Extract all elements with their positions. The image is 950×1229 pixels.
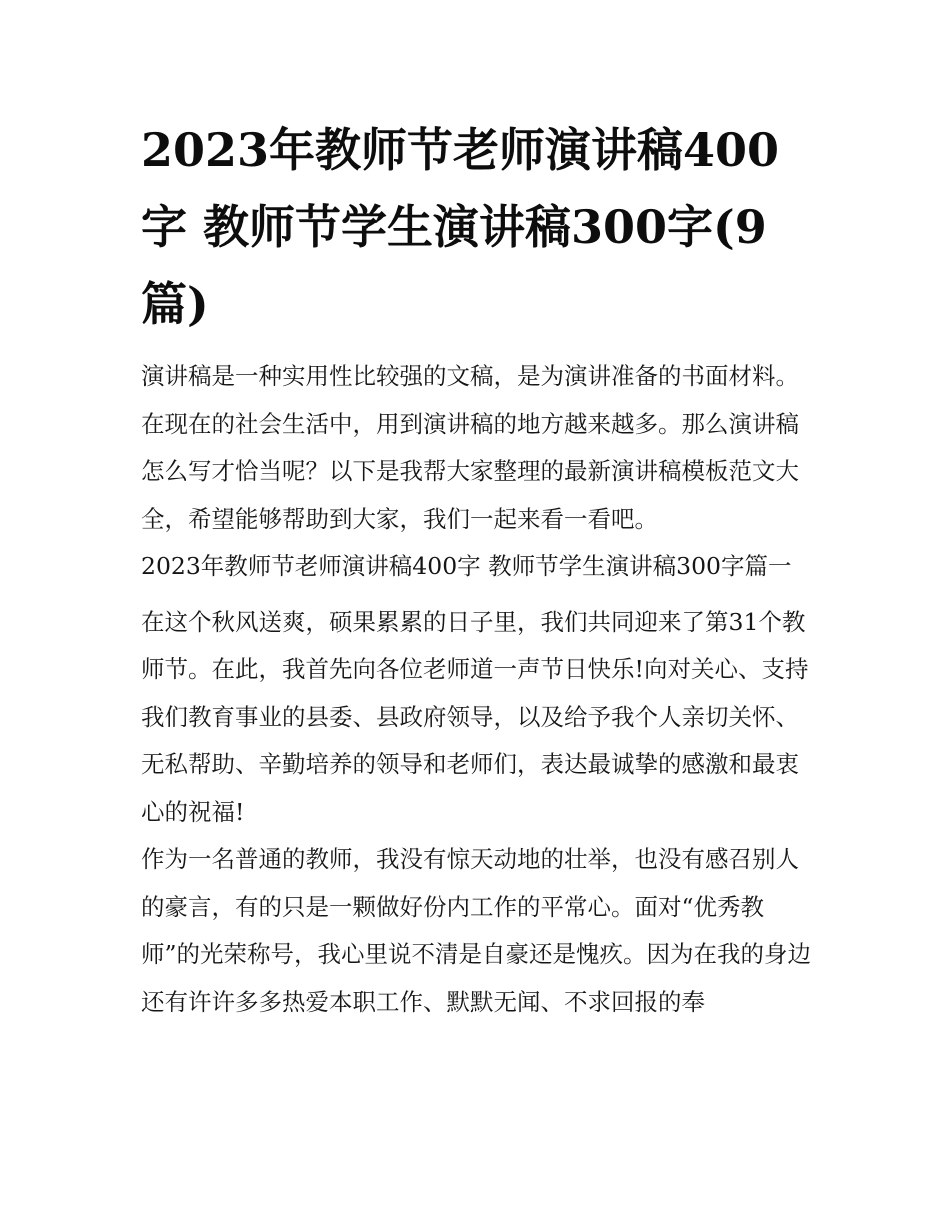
document-title: 2023年教师节老师演讲稿400字 教师节学生演讲稿300字(9篇): [141, 123, 780, 331]
document-content: [141, 112, 813, 1026]
body-paragraph: 在这个秋风送爽，硕果累累的日子里，我们共同迎来了第31个教师节。在此，我首先向各位老师道一声节日快乐!向对关心、支持我们教育事业的县委、县政府领导，以及给予我个人亲切关怀、无私帮助、辛勤培养的领导和老师们，表达最诚挚的感激和最衷心的祝福!: [141, 607, 809, 826]
body-paragraph: 作为一名普通的教师，我没有惊天动地的壮举，也没有感召别人的豪言，有的只是一颗做好份内工作的平常心。面对“优秀教师”的光荣称号，我心里说不清是自豪还是愧疚。因为在我的身边还有许许多多热爱本职工作、默默无闻、不求回报的奉: [141, 845, 812, 1016]
intro-paragraph: 演讲稿是一种实用性比较强的文稿，是为演讲准备的书面材料。在现在的社会生活中，用到演讲稿的地方越来越多。那么演讲稿怎么写才恰当呢？以下是我帮大家整理的最新演讲稿模板范文大全，希望能够帮助到大家，我们一起来看一看吧。: [141, 362, 799, 533]
section-heading: 2023年教师节老师演讲稿400字 教师节学生演讲稿300字篇一: [141, 552, 792, 580]
